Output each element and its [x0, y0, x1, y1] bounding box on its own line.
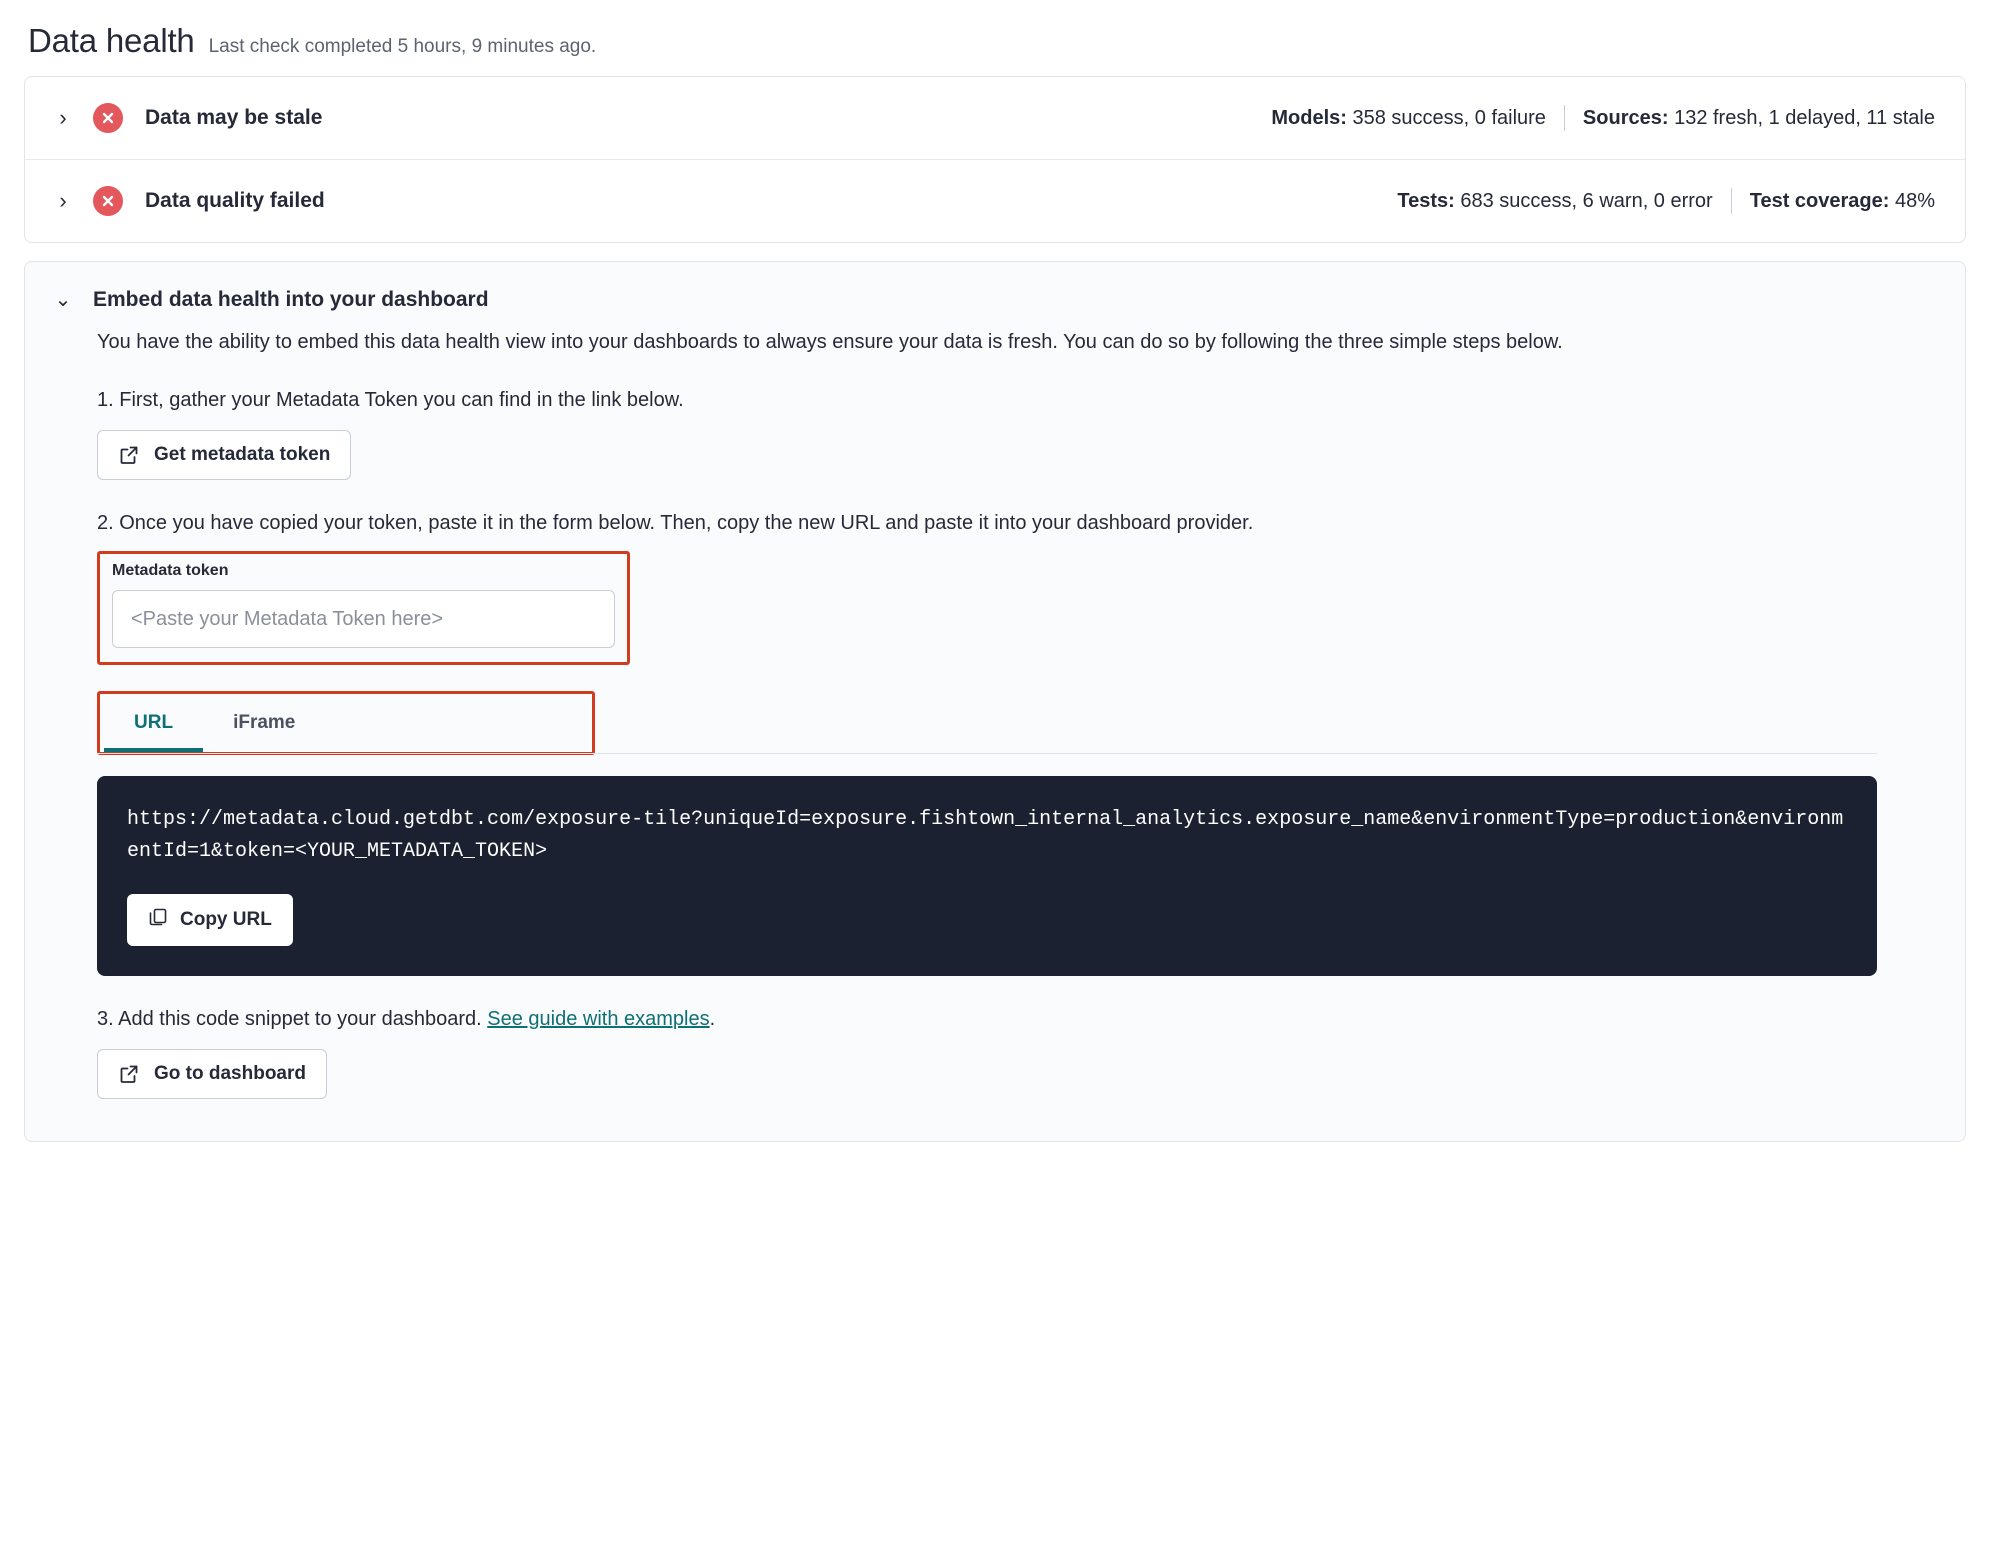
chevron-down-icon[interactable]: ⌄: [54, 289, 72, 311]
stat-value-test-coverage: 48%: [1894, 189, 1935, 212]
stat-label-tests: Tests:: [1397, 189, 1455, 212]
metadata-token-field-group: [97, 551, 630, 665]
accordion-stats: [1271, 105, 1935, 131]
copy-url-button[interactable]: [127, 894, 293, 946]
embed-url-text: https://metadata.cloud.getdbt.com/exposure-tile?uniqueId=exposure.fishtown_internal_analytics.exposure_name&environmentType=production&environmentId=1&token=<YOUR_METADATA_TOKEN>: [127, 808, 1844, 863]
accordion-title: Data quality failed: [145, 189, 325, 212]
chevron-right-icon[interactable]: ›: [59, 105, 67, 130]
page-title: Data health: [28, 22, 195, 59]
embed-body: [25, 328, 1965, 1141]
stat-divider: [1564, 105, 1565, 131]
chevron-right-icon[interactable]: ›: [59, 188, 67, 213]
go-to-dashboard-label: Go to dashboard: [154, 1063, 306, 1084]
accordion-data-may-be-stale[interactable]: [25, 77, 1965, 159]
embed-step-3-suffix: .: [709, 1008, 716, 1030]
stat-label-test-coverage: Test coverage:: [1749, 189, 1890, 212]
embed-format-tabs: [97, 691, 595, 755]
embed-step-3-text: [97, 1008, 1935, 1031]
health-summary-card: [24, 76, 1966, 243]
metadata-token-input[interactable]: [112, 590, 615, 648]
embed-step-2-text: 2. Once you have copied your token, paste it in the form below. Then, copy the new URL and paste it into your dashboard provider.: [97, 512, 1254, 534]
metadata-token-label: Metadata token: [112, 562, 229, 579]
accordion-stats: [1397, 188, 1935, 214]
tabs-underline: [97, 753, 1877, 754]
stat-label-models: Models:: [1271, 106, 1347, 129]
stat-value-sources: 132 fresh, 1 delayed, 11 stale: [1674, 106, 1935, 129]
get-metadata-token-button[interactable]: [97, 430, 351, 480]
embed-title: Embed data health into your dashboard: [93, 288, 489, 311]
accordion-title: Data may be stale: [145, 106, 323, 129]
external-link-icon: [118, 1063, 140, 1085]
go-to-dashboard-button[interactable]: [97, 1049, 327, 1099]
embed-code-block: [97, 776, 1877, 976]
copy-icon: [148, 907, 168, 933]
tab-url[interactable]: URL: [104, 698, 203, 752]
tab-iframe[interactable]: iFrame: [233, 712, 296, 733]
embed-step-3-prefix: 3. Add this code snippet to your dashboard.: [97, 1008, 488, 1030]
accordion-data-quality-failed[interactable]: [25, 159, 1965, 242]
copy-url-label: Copy URL: [180, 909, 272, 930]
error-circle-x-icon: [93, 186, 123, 216]
stat-value-tests: 683 success, 6 warn, 0 error: [1460, 189, 1713, 212]
external-link-icon: [118, 444, 140, 466]
page-header: [24, 18, 1966, 76]
get-metadata-token-label: Get metadata token: [154, 444, 331, 465]
stat-label-sources: Sources:: [1582, 106, 1669, 129]
error-circle-x-icon: [93, 103, 123, 133]
embed-step-1-text: 1. First, gather your Metadata Token you can find in the link below.: [97, 389, 684, 411]
embed-intro-text: You have the ability to embed this data health view into your dashboards to always ensure your data is fresh. You can do so by following the three simple steps below.: [97, 331, 1563, 353]
see-guide-link[interactable]: See guide with examples: [487, 1008, 710, 1030]
last-check-status: Last check completed 5 hours, 9 minutes ago.: [208, 36, 597, 57]
embed-card: [24, 261, 1966, 1142]
stat-divider: [1731, 188, 1732, 214]
stat-value-models: 358 success, 0 failure: [1352, 106, 1546, 129]
embed-header[interactable]: [25, 262, 1965, 318]
